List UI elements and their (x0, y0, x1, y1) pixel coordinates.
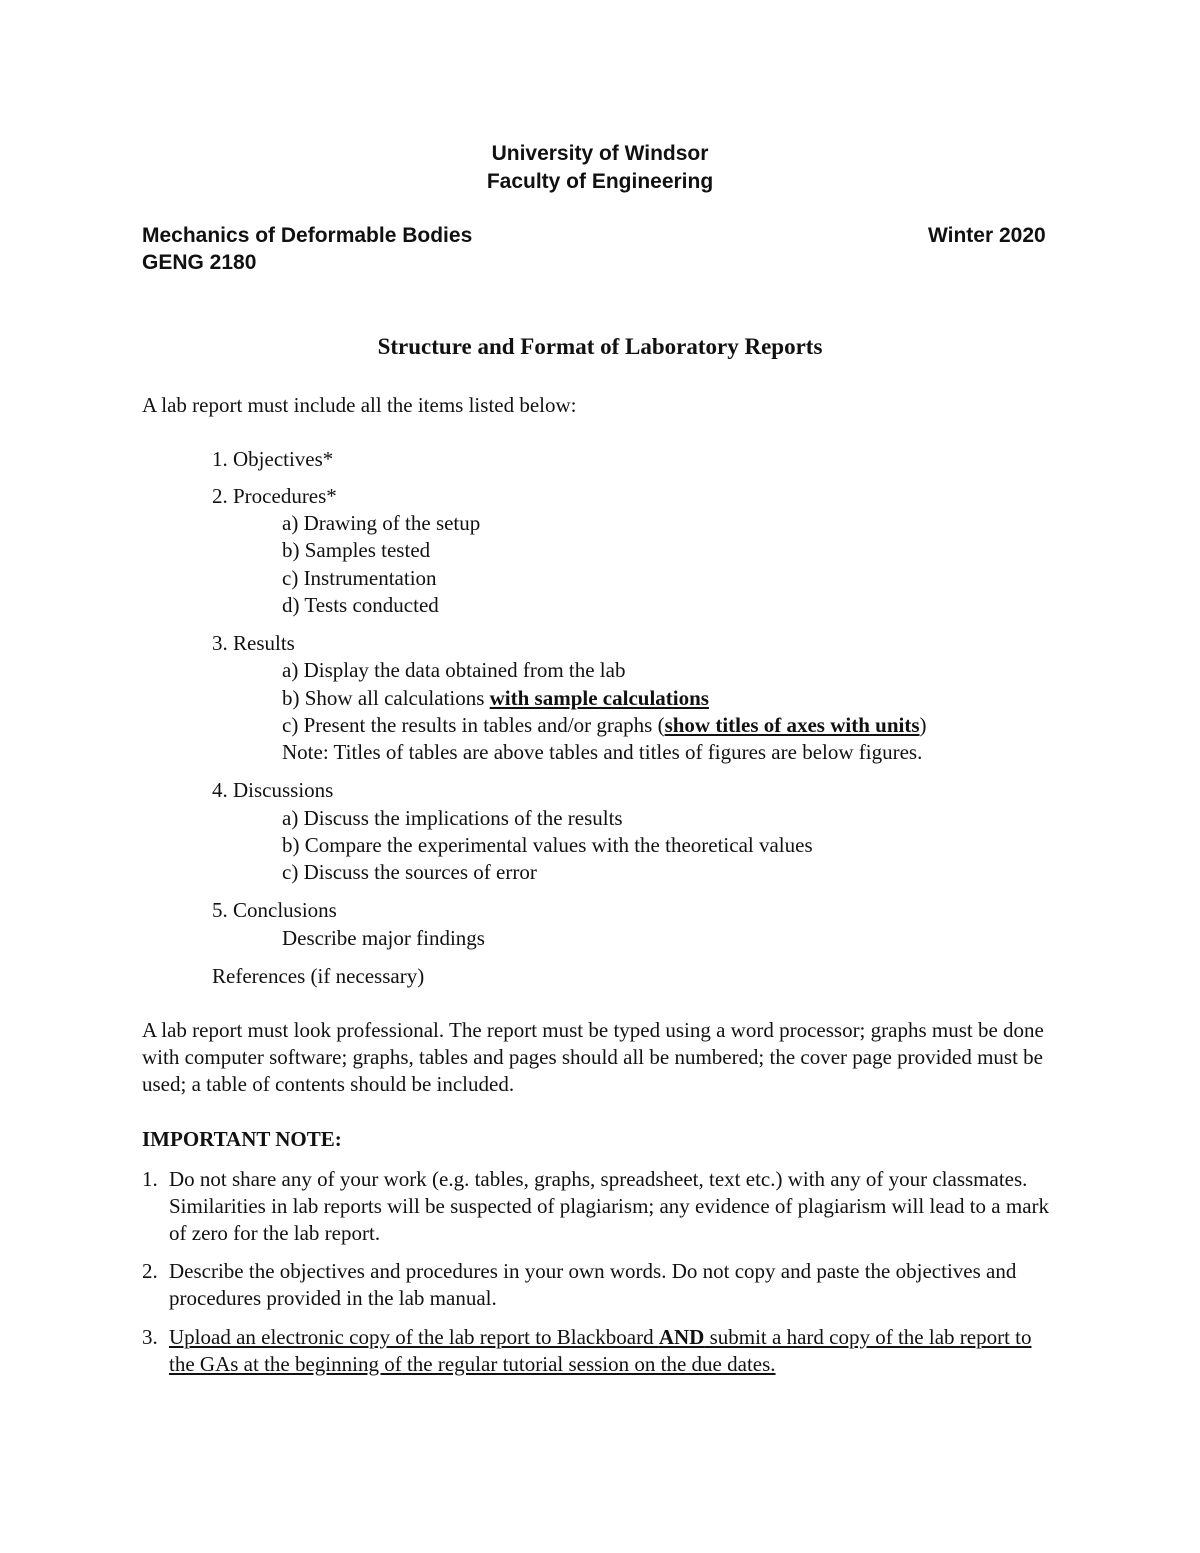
note-text (169, 1324, 1062, 1378)
important-note-2 (142, 1258, 1062, 1312)
course-name: Mechanics of Deformable Bodies (142, 224, 473, 247)
discussions-sub-b: b) Compare the experimental values with the theoretical values (282, 833, 813, 857)
discussions-sub-c: c) Discuss the sources of error (282, 860, 537, 884)
note-number: 3. (142, 1325, 158, 1349)
note-number: 2. (142, 1259, 158, 1283)
term: Winter 2020 (928, 224, 1046, 247)
important-heading: IMPORTANT NOTE: (142, 1127, 342, 1151)
item-references: References (if necessary) (212, 964, 425, 988)
procedures-sub-d: d) Tests conducted (282, 593, 439, 617)
results-sub-c-emphasis: show titles of axes with units (664, 713, 920, 737)
procedures-sub-b: b) Samples tested (282, 538, 431, 562)
intro-text: A lab report must include all the items listed below: (142, 393, 577, 417)
item-conclusions: 5. Conclusions (212, 898, 337, 922)
item-results: 3. Results (212, 631, 295, 655)
note-text: Do not share any of your work (e.g. tables, graphs, spreadsheet, text etc.) with any of your classmates. Similarities in lab reports will be suspected of plagiarism; any evidence of plagiarism will lead to a mark of zero for the lab report. (169, 1167, 1050, 1245)
note-3-and: AND (658, 1325, 705, 1349)
results-sub-c (282, 713, 927, 738)
page-title: Structure and Format of Laboratory Reports (377, 334, 823, 359)
results-sub-b (282, 686, 709, 711)
results-sub-c-close: ) (919, 713, 927, 737)
procedures-sub-c: c) Instrumentation (282, 566, 437, 590)
results-sub-c-text: c) Present the results in tables and/or graphs ( (282, 713, 665, 737)
faculty-name: Faculty of Engineering (486, 170, 714, 193)
item-objectives: 1. Objectives* (212, 447, 334, 471)
note-3-text-start: Upload an electronic copy of the lab report to Blackboard (169, 1325, 659, 1349)
important-note-3 (142, 1324, 1062, 1378)
item-procedures: 2. Procedures* (212, 484, 337, 508)
university-name: University of Windsor (491, 142, 709, 165)
item-discussions: 4. Discussions (212, 778, 334, 802)
results-sub-a: a) Display the data obtained from the lab (282, 658, 626, 682)
results-sub-b-emphasis: with sample calculations (489, 686, 709, 710)
professional-paragraph: A lab report must look professional. The report must be typed using a word processor; graphs must be done with computer software; graphs, tables and pages should all be numbered; the cover page provided must be used; a table of contents should be included. (142, 1018, 1044, 1096)
note-text: Describe the objectives and procedures in your own words. Do not copy and paste the objectives and procedures provided in the lab manual. (169, 1259, 1017, 1310)
procedures-sub-a: a) Drawing of the setup (282, 511, 481, 535)
note-3-text-end: submit a hard copy of the lab report to the GAs at the beginning of the regular tutorial session on the due dates. (169, 1325, 1032, 1376)
results-sub-b-text: b) Show all calculations (282, 686, 490, 710)
important-note-1 (142, 1166, 1062, 1247)
note-number: 1. (142, 1167, 158, 1191)
discussions-sub-a: a) Discuss the implications of the results (282, 806, 623, 830)
conclusions-text: Describe major findings (282, 926, 485, 950)
results-note: Note: Titles of tables are above tables and titles of figures are below figures. (282, 740, 923, 764)
course-code: GENG 2180 (142, 251, 257, 274)
